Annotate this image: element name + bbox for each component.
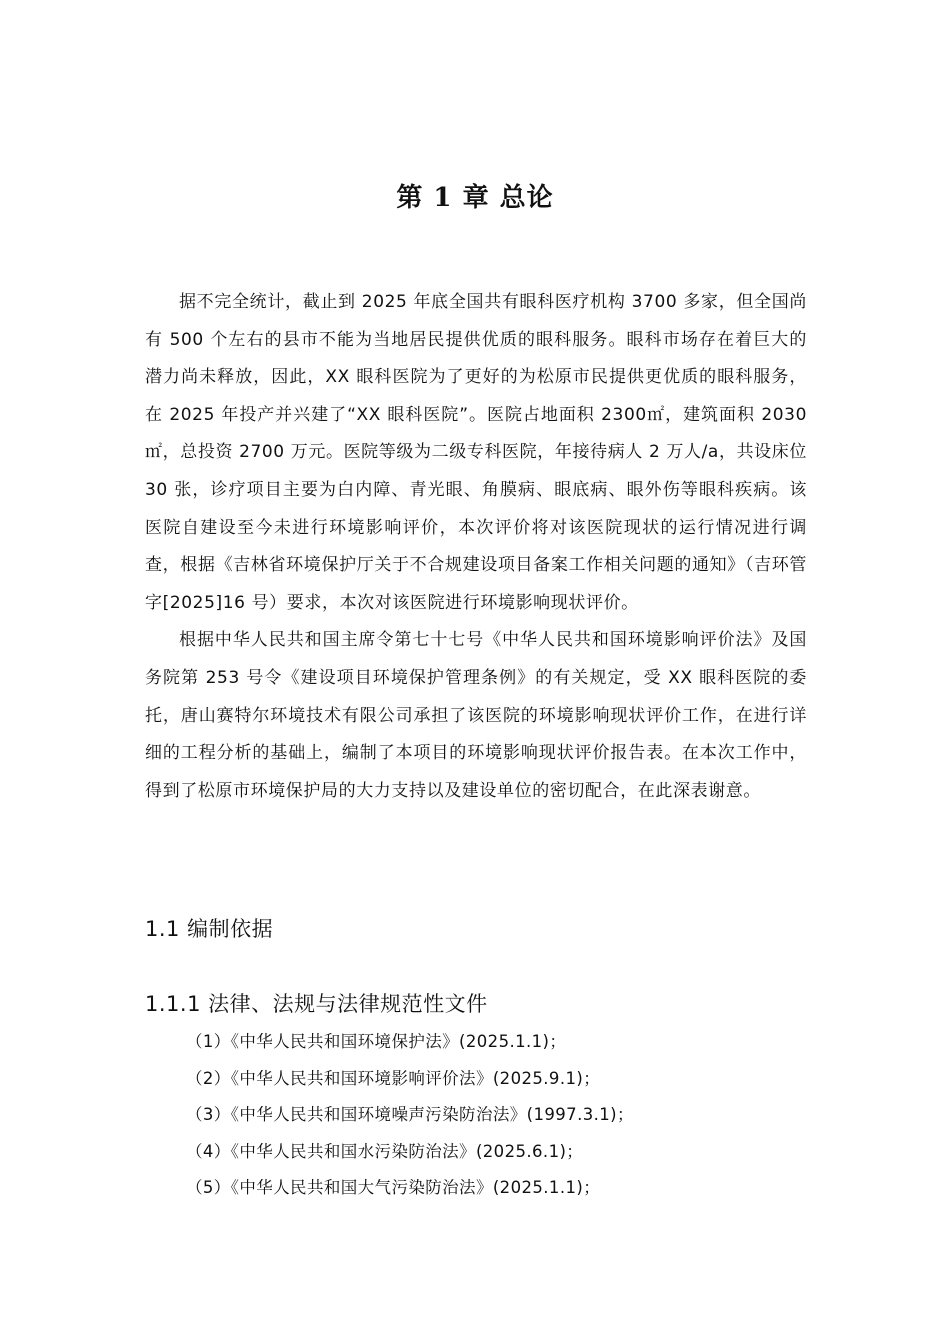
chapter-title: 第 1 章 总论 — [396, 183, 554, 213]
law-list — [186, 1024, 634, 1207]
list-item: （5）《中华人民共和国大气污染防治法》(2025.1.1)； — [186, 1178, 601, 1198]
section-heading-basis: 1.1 编制依据 — [145, 917, 274, 941]
paragraph-commission: 根据中华人民共和国主席令第七十七号《中华人民共和国环境影响评价法》及国务院第 253 号令《建设项目环境保护管理条例》的有关规定，受 XX 眼科医院的委托，唐山赛特尔环境技术有限公司承担了该医院的环境影响现状评价工作，在进行详细的工程分析的基础上，编制了本项目的环境影响现状评价报告表。在本次工作中，得到了松原市环境保护局的大力支持以及建设单位的密切配合，在此深表谢意。 — [145, 630, 807, 801]
paragraph-overview: 据不完全统计，截止到 2025 年底全国共有眼科医疗机构 3700 多家，但全国尚有 500 个左右的县市不能为当地居民提供优质的眼科服务。眼科市场存在着巨大的潜力尚未释放，因此，XX 眼科医院为了更好的为松原市民提供更优质的眼科服务，在 2025 年投产并兴建了“XX 眼科医院”。医院占地面积 2300㎡，建筑面积 2030㎡，总投资 2700 万元。医院等级为二级专科医院，年接待病人 2 万人/a，共设床位 30 张，诊疗项目主要为白内障、青光眼、角膜病、眼底病、眼外伤等眼科疾病。该医院自建设至今未进行环境影响评价，本次评价将对该医院现状的运行情况进行调查，根据《吉林省环境保护厅关于不合规建设项目备案工作相关问题的通知》（吉环管字[2025]16 号）要求，本次对该医院进行环境影响现状评价。 — [145, 292, 807, 613]
list-item: （2）《中华人民共和国环境影响评价法》(2025.9.1)； — [186, 1068, 601, 1088]
list-item: （4）《中华人民共和国水污染防治法》(2025.6.1)； — [186, 1141, 584, 1161]
intro-body — [145, 284, 807, 810]
list-item: （3）《中华人民共和国环境噪声污染防治法》(1997.3.1)； — [186, 1105, 634, 1125]
subsection-heading-laws: 1.1.1 法律、法规与法律规范性文件 — [145, 992, 488, 1016]
list-item: （1）《中华人民共和国环境保护法》(2025.1.1)； — [186, 1032, 567, 1051]
